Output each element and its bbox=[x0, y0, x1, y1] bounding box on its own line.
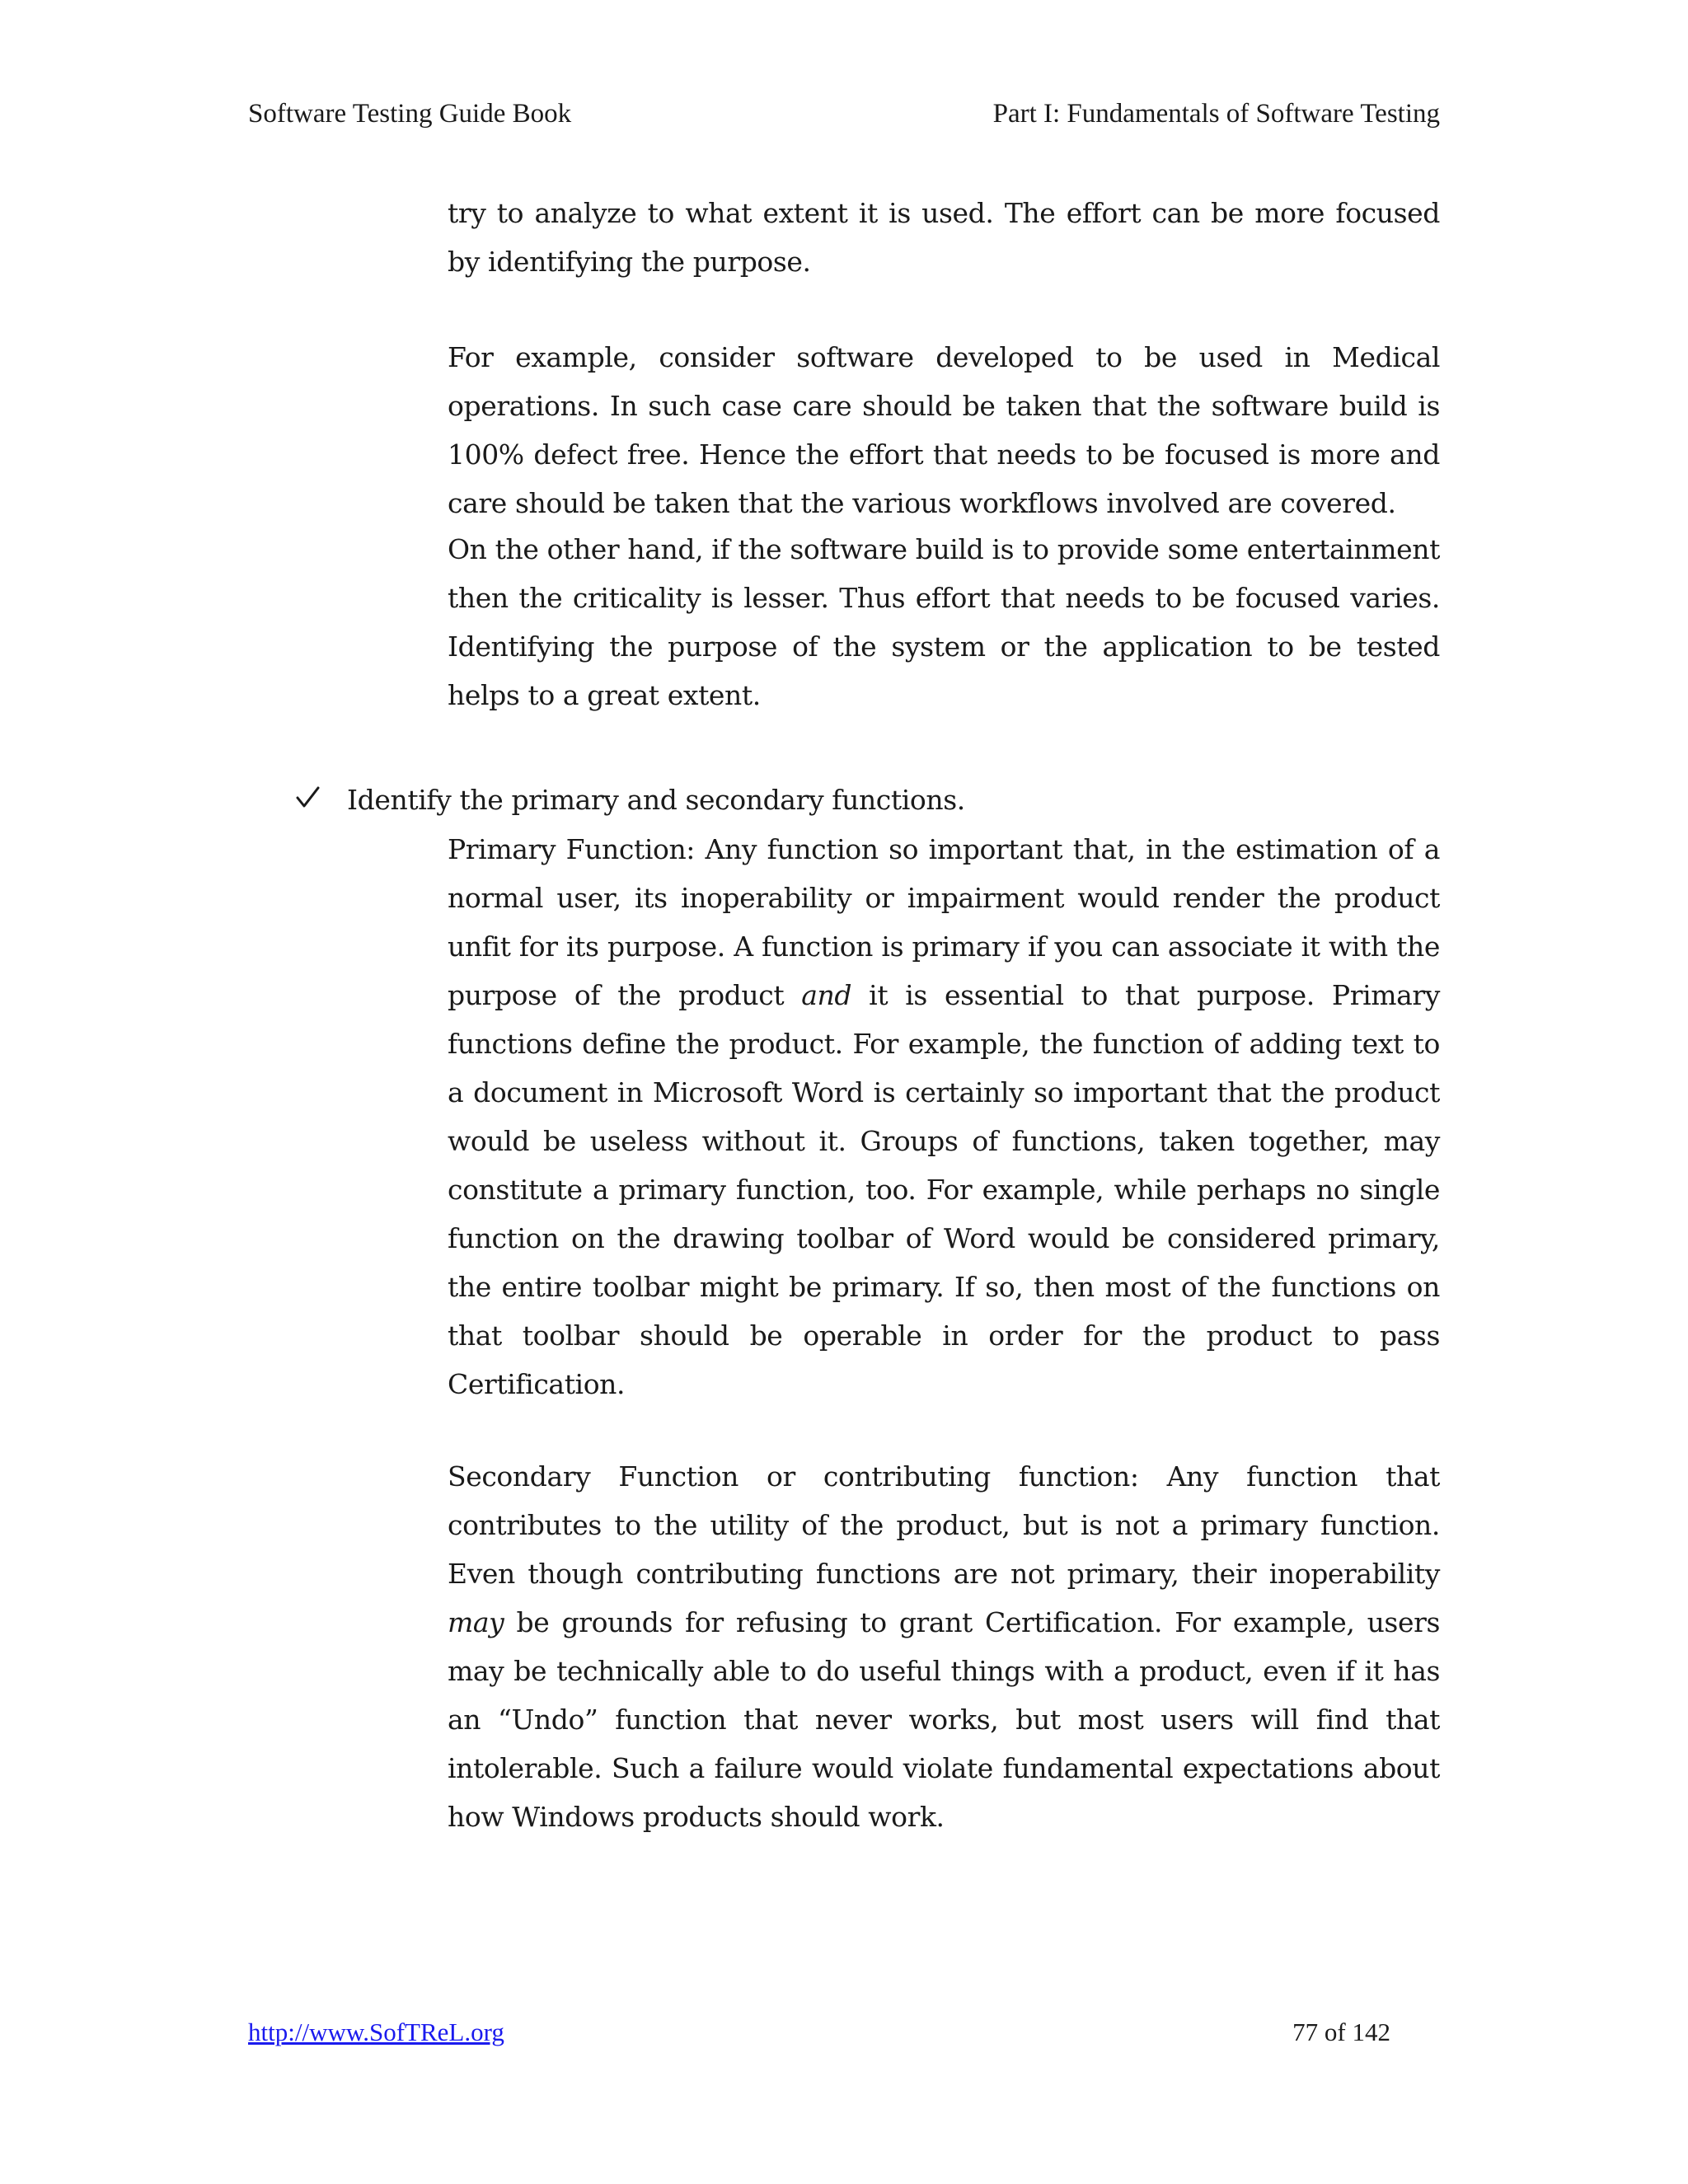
entertainment-paragraph: On the other hand, if the software build is to provide some entertainment then the criticality is lesser. Thus effort that needs to be focused varies. Identifying the purpose of the system or the application to be tested helps to a great extent. bbox=[448, 533, 1440, 711]
page-number: 77 of 142 bbox=[1292, 2018, 1390, 2046]
primary-text-part2: it is essential to that purpose. Primary functions define the product. For example, the function of adding text to a document in Microsoft Word is certainly so important that the product would be useless without it. Groups of functions, taken together, may constitute a primary function, too. For example, while perhaps no single function on the drawing toolbar of Word would be considered primary, the entire toolbar might be primary. If so, then most of the functions on that toolbar should be operable in order for the product to pass Certification. bbox=[448, 979, 1441, 1400]
intro-paragraph: try to analyze to what extent it is used. The effort can be more focused by identifying the purpose. bbox=[448, 197, 1440, 278]
page-header bbox=[248, 96, 1440, 132]
header-part-title: Part I: Fundamentals of Software Testing bbox=[992, 99, 1440, 129]
bullet-item-functions bbox=[294, 776, 1440, 824]
bullet-text: Identify the primary and secondary functions. bbox=[347, 784, 965, 816]
secondary-text-part1: Secondary Function or contributing function: Any function that contributes to the utility of the product, but is not a primary function. Even though contributing functions are not primary, their inoperability bbox=[448, 1460, 1440, 1590]
secondary-text-part2: be grounds for refusing to grant Certification. For example, users may be technically able to do useful things with a product, even if it has an “Undo” function that never works, but most users will find that intolerable. Such a failure would violate fundamental expectations about how Windows products should work. bbox=[448, 1606, 1440, 1833]
secondary-emphasis: may bbox=[448, 1606, 504, 1638]
checkmark-icon bbox=[294, 776, 322, 824]
primary-text-part1: Primary Function: Any function so important that, in the estimation of a normal user, its inoperability or impairment would render the product unfit for its purpose. A function is primary if you can associate it with the purpose of the product bbox=[448, 833, 1440, 1011]
primary-emphasis: and bbox=[801, 979, 852, 1011]
page-footer bbox=[248, 2014, 1390, 2050]
primary-function-paragraph bbox=[448, 825, 1440, 1408]
footer-website-link[interactable]: http://www.SofTReL.org bbox=[248, 2018, 504, 2046]
header-book-title: Software Testing Guide Book bbox=[248, 99, 572, 129]
secondary-function-paragraph bbox=[448, 1452, 1440, 1841]
medical-example-paragraph: For example, consider software developed to be used in Medical operations. In such case care should be taken that the software build is 100% defect free. Hence the effort that needs to be focused is more and care should be taken that the various workflows involved are covered. bbox=[448, 341, 1440, 519]
